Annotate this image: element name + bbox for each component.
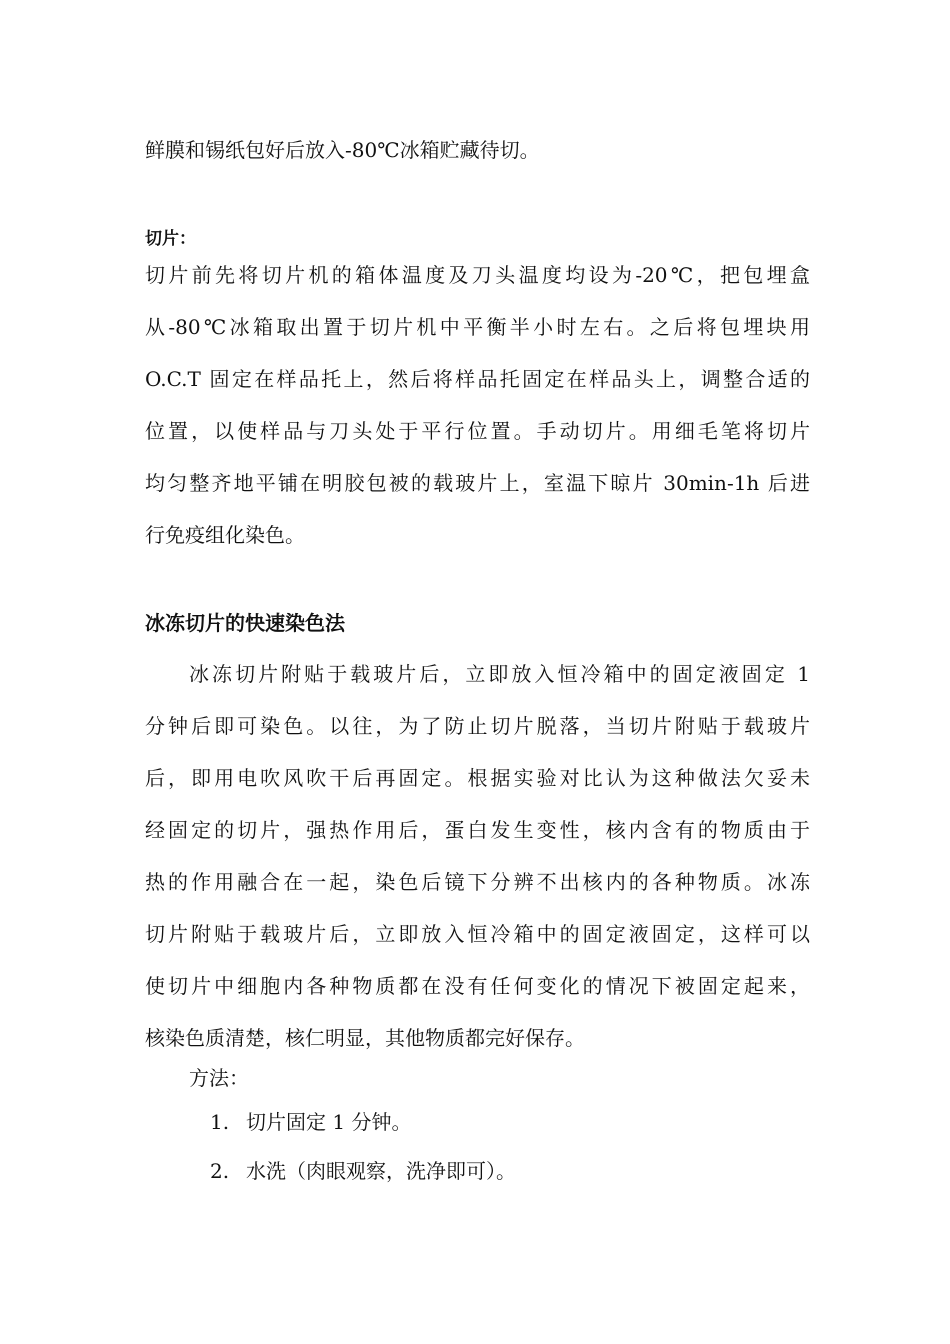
section-slicing-body <box>145 249 810 561</box>
list-text: 切片固定 1 分钟。 <box>246 1110 412 1134</box>
list-text: 水洗（肉眼观察，洗净即可）。 <box>246 1159 516 1183</box>
list-number: 1. <box>210 1110 230 1134</box>
paragraph-line: 分钟后即可染色。以往，为了防止切片脱落，当切片附贴于载玻片 <box>145 714 810 738</box>
section-staining-title <box>145 608 810 638</box>
paragraph-line: O.C.T 固定在样品托上，然后将样品托固定在样品头上，调整合适的 <box>145 367 810 391</box>
intro-paragraph <box>145 124 810 176</box>
list-item <box>210 1156 516 1186</box>
section-slicing-title <box>145 227 810 251</box>
list-item <box>210 1107 411 1137</box>
section-title: 切片： <box>145 229 196 249</box>
paragraph-line: 行免疫组化染色。 <box>145 523 305 547</box>
paragraph-line: 核染色质清楚，核仁明显，其他物质都完好保存。 <box>145 1026 585 1050</box>
method-label: 方法： <box>189 1066 249 1090</box>
paragraph-line: 均匀整齐地平铺在明胶包被的载玻片上，室温下晾片 30min-1h 后进 <box>145 471 810 495</box>
paragraph-line: 从-80℃冰箱取出置于切片机中平衡半小时左右。之后将包埋块用 <box>145 315 810 339</box>
list-number: 2. <box>210 1159 230 1183</box>
paragraph-line: 经固定的切片，强热作用后，蛋白发生变性，核内含有的物质由于 <box>145 818 810 842</box>
section-title: 冰冻切片的快速染色法 <box>145 611 345 635</box>
paragraph-line: 使切片中细胞内各种物质都在没有任何变化的情况下被固定起来， <box>145 974 810 998</box>
paragraph-line: 切片前先将切片机的箱体温度及刀头温度均设为-20℃，把包埋盒 <box>145 263 810 287</box>
method-label-block <box>145 1052 810 1104</box>
paragraph-line: 位置，以使样品与刀头处于平行位置。手动切片。用细毛笔将切片 <box>145 419 810 443</box>
paragraph-line: 后，即用电吹风吹干后再固定。根据实验对比认为这种做法欠妥未 <box>145 766 810 790</box>
intro-line: 鲜膜和锡纸包好后放入-80℃冰箱贮藏待切。 <box>145 138 540 162</box>
paragraph-line: 冰冻切片附贴于载玻片后，立即放入恒冷箱中的固定液固定 1 <box>189 662 810 686</box>
section-staining-body <box>145 648 810 1064</box>
paragraph-line: 热的作用融合在一起，染色后镜下分辨不出核内的各种物质。冰冻 <box>145 870 810 894</box>
paragraph-line: 切片附贴于载玻片后，立即放入恒冷箱中的固定液固定，这样可以 <box>145 922 810 946</box>
